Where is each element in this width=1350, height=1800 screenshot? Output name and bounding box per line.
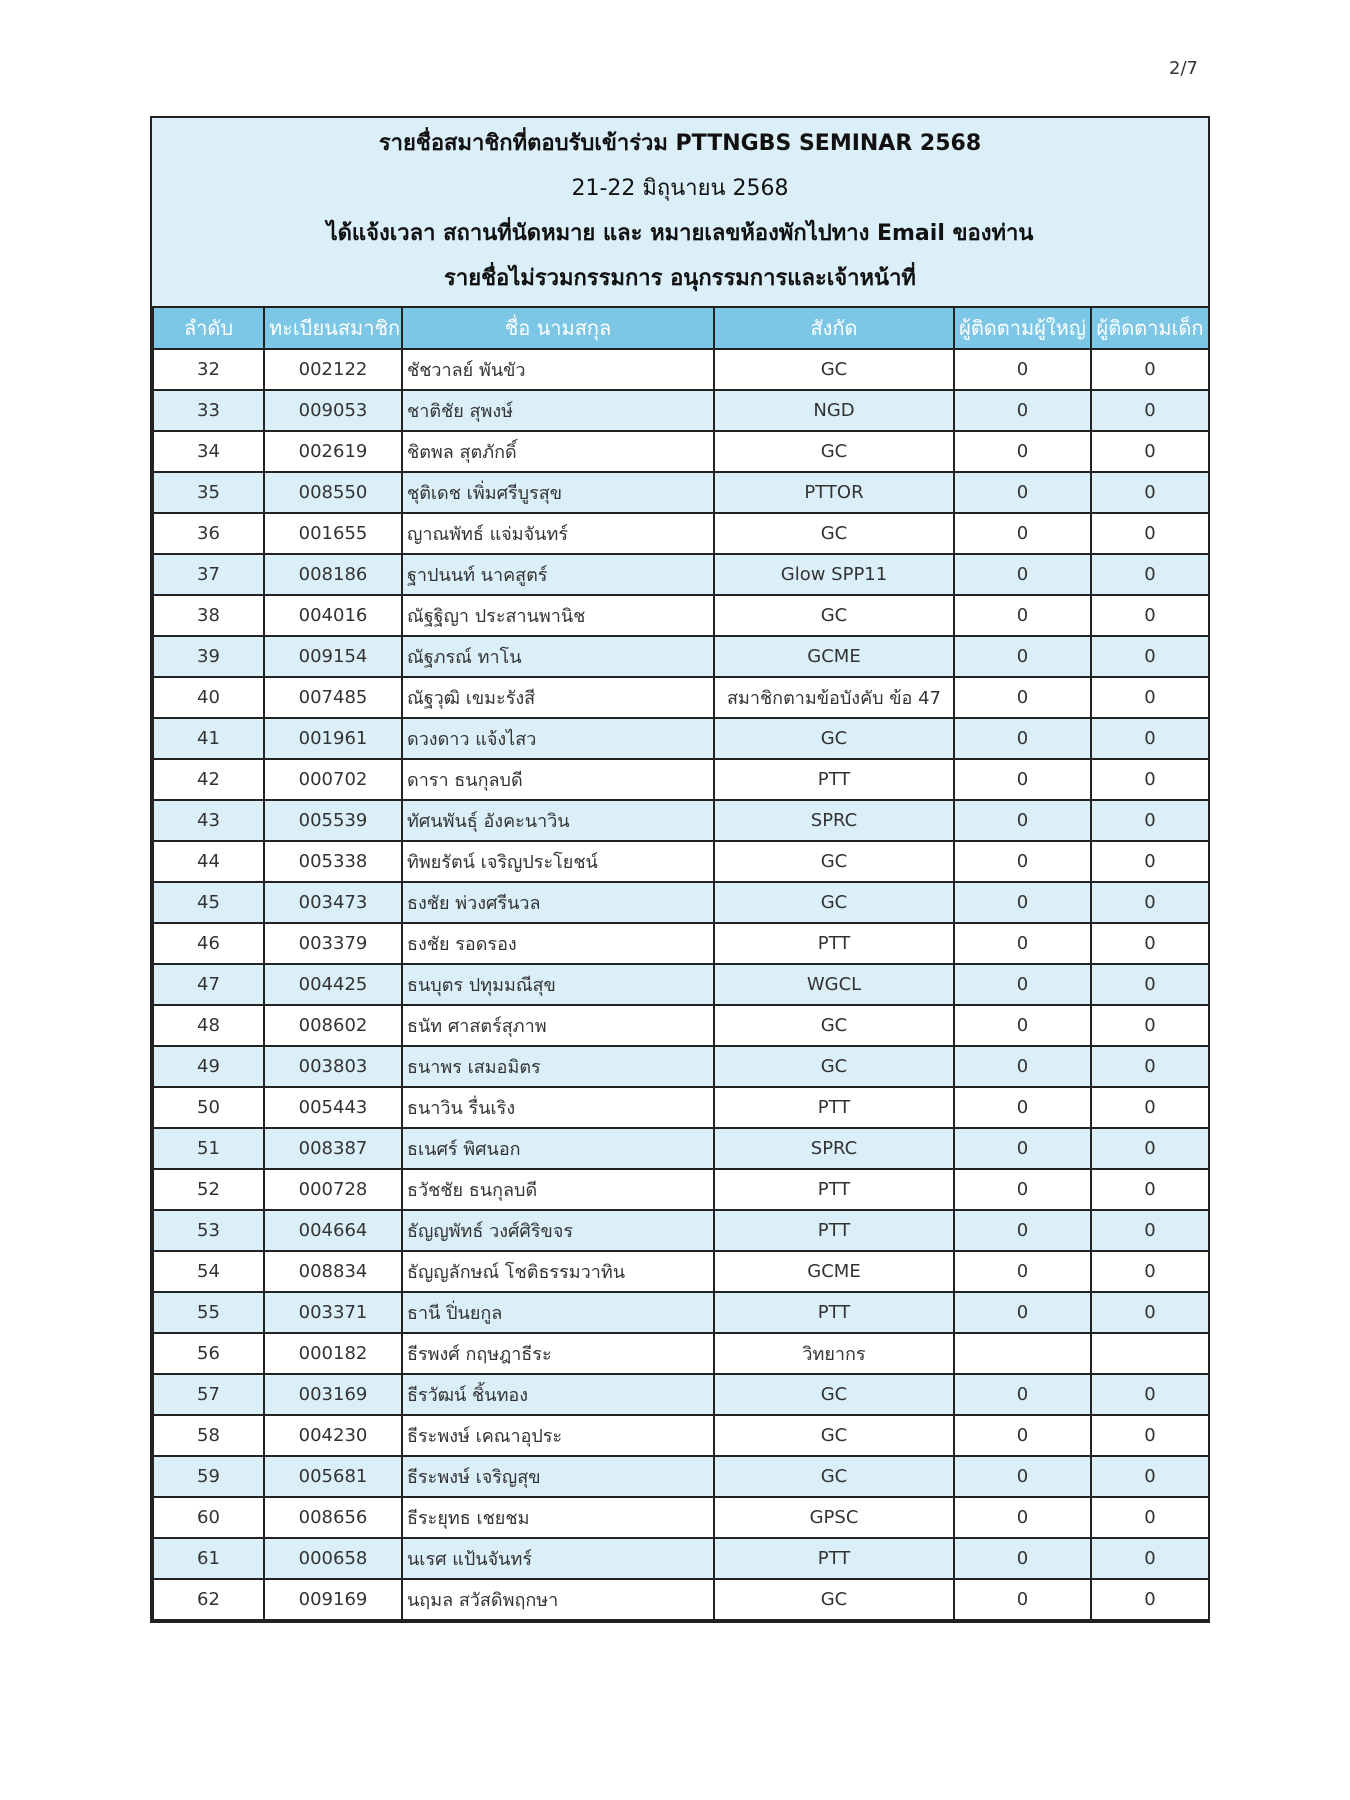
cell-child-companions: 0 xyxy=(1091,390,1209,431)
cell-adult-companions: 0 xyxy=(954,964,1091,1005)
table-row xyxy=(153,1210,1209,1251)
cell-affiliation: GC xyxy=(714,841,954,882)
cell-member-id: 002122 xyxy=(264,349,402,390)
column-header-child-companions: ผู้ติดตามเด็ก xyxy=(1091,307,1209,349)
cell-name: ธวัชชัย ธนกุลบดี xyxy=(402,1169,714,1210)
cell-name: ทัศนพันธุ์ อังคะนาวิน xyxy=(402,800,714,841)
cell-name: ธเนศร์ พิศนอก xyxy=(402,1128,714,1169)
cell-affiliation: NGD xyxy=(714,390,954,431)
cell-seq: 62 xyxy=(153,1579,264,1620)
cell-member-id: 004016 xyxy=(264,595,402,636)
cell-affiliation: PTTOR xyxy=(714,472,954,513)
page-number: 2/7 xyxy=(1169,58,1198,79)
cell-affiliation: GC xyxy=(714,595,954,636)
cell-adult-companions: 0 xyxy=(954,1210,1091,1251)
cell-name: ธนบุตร ปทุมมณีสุข xyxy=(402,964,714,1005)
cell-affiliation: สมาชิกตามข้อบังคับ ข้อ 47 xyxy=(714,677,954,718)
document-title: รายชื่อสมาชิกที่ตอบรับเข้าร่วม PTTNGBS SEMINAR 2568 xyxy=(378,131,982,157)
cell-adult-companions xyxy=(954,1333,1091,1374)
cell-member-id: 008656 xyxy=(264,1497,402,1538)
cell-member-id: 008387 xyxy=(264,1128,402,1169)
cell-adult-companions: 0 xyxy=(954,1538,1091,1579)
cell-member-id: 005443 xyxy=(264,1087,402,1128)
cell-child-companions: 0 xyxy=(1091,759,1209,800)
cell-adult-companions: 0 xyxy=(954,800,1091,841)
cell-adult-companions: 0 xyxy=(954,677,1091,718)
table-row xyxy=(153,1333,1209,1374)
cell-name: ธนาพร เสมอมิตร xyxy=(402,1046,714,1087)
table-row xyxy=(153,759,1209,800)
table-row xyxy=(153,1005,1209,1046)
cell-seq: 46 xyxy=(153,923,264,964)
cell-child-companions: 0 xyxy=(1091,431,1209,472)
cell-adult-companions: 0 xyxy=(954,390,1091,431)
cell-member-id: 000658 xyxy=(264,1538,402,1579)
cell-seq: 52 xyxy=(153,1169,264,1210)
cell-seq: 45 xyxy=(153,882,264,923)
cell-affiliation: GC xyxy=(714,718,954,759)
cell-seq: 32 xyxy=(153,349,264,390)
column-header-member-id: ทะเบียนสมาชิก xyxy=(264,307,402,349)
cell-child-companions: 0 xyxy=(1091,1005,1209,1046)
cell-child-companions: 0 xyxy=(1091,595,1209,636)
table-row xyxy=(153,1169,1209,1210)
cell-member-id: 009169 xyxy=(264,1579,402,1620)
cell-seq: 56 xyxy=(153,1333,264,1374)
cell-affiliation: PTT xyxy=(714,1169,954,1210)
table-row xyxy=(153,1128,1209,1169)
cell-name: ธีระพงษ์ เคณาอุประ xyxy=(402,1415,714,1456)
cell-seq: 55 xyxy=(153,1292,264,1333)
table-row xyxy=(153,1251,1209,1292)
cell-adult-companions: 0 xyxy=(954,349,1091,390)
cell-seq: 44 xyxy=(153,841,264,882)
cell-member-id: 000182 xyxy=(264,1333,402,1374)
cell-adult-companions: 0 xyxy=(954,759,1091,800)
cell-seq: 50 xyxy=(153,1087,264,1128)
cell-member-id: 008602 xyxy=(264,1005,402,1046)
cell-member-id: 007485 xyxy=(264,677,402,718)
cell-adult-companions: 0 xyxy=(954,554,1091,595)
cell-affiliation: GC xyxy=(714,1579,954,1620)
table-body xyxy=(153,349,1209,1620)
cell-seq: 33 xyxy=(153,390,264,431)
cell-seq: 48 xyxy=(153,1005,264,1046)
cell-child-companions xyxy=(1091,1333,1209,1374)
cell-affiliation: GC xyxy=(714,1374,954,1415)
cell-seq: 51 xyxy=(153,1128,264,1169)
cell-affiliation: GCME xyxy=(714,1251,954,1292)
cell-member-id: 004664 xyxy=(264,1210,402,1251)
cell-child-companions: 0 xyxy=(1091,513,1209,554)
cell-seq: 36 xyxy=(153,513,264,554)
table-row xyxy=(153,1374,1209,1415)
cell-adult-companions: 0 xyxy=(954,923,1091,964)
cell-affiliation: SPRC xyxy=(714,1128,954,1169)
cell-child-companions: 0 xyxy=(1091,349,1209,390)
cell-affiliation: PTT xyxy=(714,759,954,800)
cell-seq: 49 xyxy=(153,1046,264,1087)
cell-adult-companions: 0 xyxy=(954,1169,1091,1210)
cell-member-id: 005338 xyxy=(264,841,402,882)
cell-seq: 38 xyxy=(153,595,264,636)
cell-child-companions: 0 xyxy=(1091,923,1209,964)
cell-adult-companions: 0 xyxy=(954,1128,1091,1169)
notice-line: ได้แจ้งเวลา สถานที่นัดหมาย และ หมายเลขห้องพักไปทาง Email ของท่าน xyxy=(326,221,1034,247)
cell-seq: 42 xyxy=(153,759,264,800)
cell-adult-companions: 0 xyxy=(954,1046,1091,1087)
cell-adult-companions: 0 xyxy=(954,1005,1091,1046)
table-row xyxy=(153,1579,1209,1620)
cell-member-id: 003803 xyxy=(264,1046,402,1087)
cell-affiliation: GC xyxy=(714,882,954,923)
exclusion-note: รายชื่อไม่รวมกรรมการ อนุกรรมการและเจ้าหน้าที่ xyxy=(444,266,916,292)
cell-child-companions: 0 xyxy=(1091,1169,1209,1210)
cell-adult-companions: 0 xyxy=(954,1579,1091,1620)
table-row xyxy=(153,964,1209,1005)
cell-member-id: 008834 xyxy=(264,1251,402,1292)
cell-name: ดวงดาว แจ้งไสว xyxy=(402,718,714,759)
cell-child-companions: 0 xyxy=(1091,1251,1209,1292)
table-header-row xyxy=(153,307,1209,349)
table-row xyxy=(153,349,1209,390)
cell-adult-companions: 0 xyxy=(954,1374,1091,1415)
table-row xyxy=(153,513,1209,554)
cell-child-companions: 0 xyxy=(1091,1210,1209,1251)
cell-member-id: 009154 xyxy=(264,636,402,677)
cell-affiliation: GC xyxy=(714,1046,954,1087)
cell-affiliation: PTT xyxy=(714,1292,954,1333)
table-row xyxy=(153,595,1209,636)
cell-member-id: 001655 xyxy=(264,513,402,554)
cell-name: ธีรวัฒน์ ชิ้นทอง xyxy=(402,1374,714,1415)
table-row xyxy=(153,841,1209,882)
cell-child-companions: 0 xyxy=(1091,1292,1209,1333)
cell-affiliation: GPSC xyxy=(714,1497,954,1538)
table-row xyxy=(153,554,1209,595)
cell-adult-companions: 0 xyxy=(954,513,1091,554)
cell-adult-companions: 0 xyxy=(954,718,1091,759)
cell-member-id: 008550 xyxy=(264,472,402,513)
cell-member-id: 000728 xyxy=(264,1169,402,1210)
member-table xyxy=(152,306,1210,1621)
cell-name: ธีระพงษ์ เจริญสุข xyxy=(402,1456,714,1497)
cell-seq: 37 xyxy=(153,554,264,595)
cell-name: นฤมล สวัสดิพฤกษา xyxy=(402,1579,714,1620)
cell-seq: 34 xyxy=(153,431,264,472)
cell-name: นเรศ แป้นจันทร์ xyxy=(402,1538,714,1579)
event-date: 21-22 มิถุนายน 2568 xyxy=(571,176,789,202)
cell-name: ญาณพัทธ์ แจ่มจันทร์ xyxy=(402,513,714,554)
table-row xyxy=(153,800,1209,841)
cell-child-companions: 0 xyxy=(1091,882,1209,923)
column-header-adult-companions: ผู้ติดตามผู้ใหญ่ xyxy=(954,307,1091,349)
table-row xyxy=(153,1538,1209,1579)
cell-child-companions: 0 xyxy=(1091,1087,1209,1128)
cell-adult-companions: 0 xyxy=(954,431,1091,472)
cell-adult-companions: 0 xyxy=(954,636,1091,677)
table-row xyxy=(153,636,1209,677)
cell-seq: 61 xyxy=(153,1538,264,1579)
cell-seq: 60 xyxy=(153,1497,264,1538)
cell-affiliation: GC xyxy=(714,513,954,554)
cell-affiliation: GC xyxy=(714,349,954,390)
cell-affiliation: WGCL xyxy=(714,964,954,1005)
cell-adult-companions: 0 xyxy=(954,1415,1091,1456)
cell-child-companions: 0 xyxy=(1091,677,1209,718)
cell-adult-companions: 0 xyxy=(954,595,1091,636)
cell-seq: 57 xyxy=(153,1374,264,1415)
cell-member-id: 003379 xyxy=(264,923,402,964)
cell-child-companions: 0 xyxy=(1091,1128,1209,1169)
cell-name: ณัฐภรณ์ ทาโน xyxy=(402,636,714,677)
cell-member-id: 005539 xyxy=(264,800,402,841)
cell-seq: 39 xyxy=(153,636,264,677)
cell-member-id: 001961 xyxy=(264,718,402,759)
cell-name: ธนาวิน รื่นเริง xyxy=(402,1087,714,1128)
cell-adult-companions: 0 xyxy=(954,472,1091,513)
cell-affiliation: PTT xyxy=(714,923,954,964)
cell-adult-companions: 0 xyxy=(954,1292,1091,1333)
cell-name: ชาติชัย สุพงษ์ xyxy=(402,390,714,431)
cell-member-id: 005681 xyxy=(264,1456,402,1497)
cell-seq: 41 xyxy=(153,718,264,759)
column-header-name: ชื่อ นามสกุล xyxy=(402,307,714,349)
cell-child-companions: 0 xyxy=(1091,841,1209,882)
cell-member-id: 003371 xyxy=(264,1292,402,1333)
column-header-seq: ลำดับ xyxy=(153,307,264,349)
cell-member-id: 008186 xyxy=(264,554,402,595)
cell-child-companions: 0 xyxy=(1091,554,1209,595)
cell-member-id: 003473 xyxy=(264,882,402,923)
cell-name: ธัญญพัทธ์ วงศ์ศิริขจร xyxy=(402,1210,714,1251)
cell-adult-companions: 0 xyxy=(954,1497,1091,1538)
cell-child-companions: 0 xyxy=(1091,1374,1209,1415)
cell-affiliation: PTT xyxy=(714,1538,954,1579)
cell-member-id: 004230 xyxy=(264,1415,402,1456)
cell-seq: 47 xyxy=(153,964,264,1005)
table-row xyxy=(153,718,1209,759)
cell-name: ชุติเดช เพิ่มศรีบูรสุข xyxy=(402,472,714,513)
table-row xyxy=(153,882,1209,923)
table-row xyxy=(153,1046,1209,1087)
cell-name: ชิตพล สุตภักดิ์ xyxy=(402,431,714,472)
member-list-sheet xyxy=(150,116,1210,1623)
cell-name: ดารา ธนกุลบดี xyxy=(402,759,714,800)
cell-name: ณัฐวุฒิ เขมะรังสี xyxy=(402,677,714,718)
cell-seq: 43 xyxy=(153,800,264,841)
cell-member-id: 004425 xyxy=(264,964,402,1005)
table-row xyxy=(153,390,1209,431)
cell-name: ธงชัย รอดรอง xyxy=(402,923,714,964)
cell-adult-companions: 0 xyxy=(954,1456,1091,1497)
cell-affiliation: GC xyxy=(714,1005,954,1046)
cell-member-id: 003169 xyxy=(264,1374,402,1415)
cell-seq: 53 xyxy=(153,1210,264,1251)
cell-adult-companions: 0 xyxy=(954,1087,1091,1128)
cell-child-companions: 0 xyxy=(1091,1497,1209,1538)
cell-name: ธานี ปิ่นยกูล xyxy=(402,1292,714,1333)
cell-member-id: 002619 xyxy=(264,431,402,472)
cell-seq: 58 xyxy=(153,1415,264,1456)
table-row xyxy=(153,923,1209,964)
cell-affiliation: Glow SPP11 xyxy=(714,554,954,595)
cell-child-companions: 0 xyxy=(1091,964,1209,1005)
table-row xyxy=(153,1087,1209,1128)
cell-name: ทิพยรัตน์ เจริญประโยชน์ xyxy=(402,841,714,882)
table-row xyxy=(153,431,1209,472)
cell-name: ธงชัย พ่วงศรีนวล xyxy=(402,882,714,923)
cell-child-companions: 0 xyxy=(1091,472,1209,513)
cell-affiliation: GC xyxy=(714,1456,954,1497)
cell-name: ฐาปนนท์ นาคสูตร์ xyxy=(402,554,714,595)
table-row xyxy=(153,472,1209,513)
cell-seq: 54 xyxy=(153,1251,264,1292)
cell-affiliation: GC xyxy=(714,1415,954,1456)
cell-adult-companions: 0 xyxy=(954,882,1091,923)
cell-member-id: 000702 xyxy=(264,759,402,800)
cell-child-companions: 0 xyxy=(1091,1415,1209,1456)
cell-affiliation: PTT xyxy=(714,1210,954,1251)
cell-name: ธีรพงศ์ กฤษฎาธีระ xyxy=(402,1333,714,1374)
cell-adult-companions: 0 xyxy=(954,841,1091,882)
cell-child-companions: 0 xyxy=(1091,718,1209,759)
cell-affiliation: วิทยากร xyxy=(714,1333,954,1374)
cell-seq: 35 xyxy=(153,472,264,513)
cell-adult-companions: 0 xyxy=(954,1251,1091,1292)
cell-name: ณัฐฐิญา ประสานพานิช xyxy=(402,595,714,636)
cell-affiliation: PTT xyxy=(714,1087,954,1128)
cell-child-companions: 0 xyxy=(1091,636,1209,677)
document-header xyxy=(152,118,1208,306)
cell-name: ธีระยุทธ เชยชม xyxy=(402,1497,714,1538)
cell-name: ธัญญลักษณ์ โชติธรรมวาทิน xyxy=(402,1251,714,1292)
cell-child-companions: 0 xyxy=(1091,1456,1209,1497)
cell-child-companions: 0 xyxy=(1091,1538,1209,1579)
table-row xyxy=(153,1415,1209,1456)
table-row xyxy=(153,1292,1209,1333)
cell-child-companions: 0 xyxy=(1091,800,1209,841)
cell-child-companions: 0 xyxy=(1091,1579,1209,1620)
cell-child-companions: 0 xyxy=(1091,1046,1209,1087)
cell-member-id: 009053 xyxy=(264,390,402,431)
table-row xyxy=(153,1456,1209,1497)
table-row xyxy=(153,1497,1209,1538)
column-header-affiliation: สังกัด xyxy=(714,307,954,349)
cell-affiliation: GCME xyxy=(714,636,954,677)
cell-seq: 59 xyxy=(153,1456,264,1497)
cell-name: ธนัท ศาสตร์สุภาพ xyxy=(402,1005,714,1046)
table-row xyxy=(153,677,1209,718)
cell-affiliation: SPRC xyxy=(714,800,954,841)
cell-seq: 40 xyxy=(153,677,264,718)
cell-affiliation: GC xyxy=(714,431,954,472)
cell-name: ชัชวาลย์ พันขัว xyxy=(402,349,714,390)
